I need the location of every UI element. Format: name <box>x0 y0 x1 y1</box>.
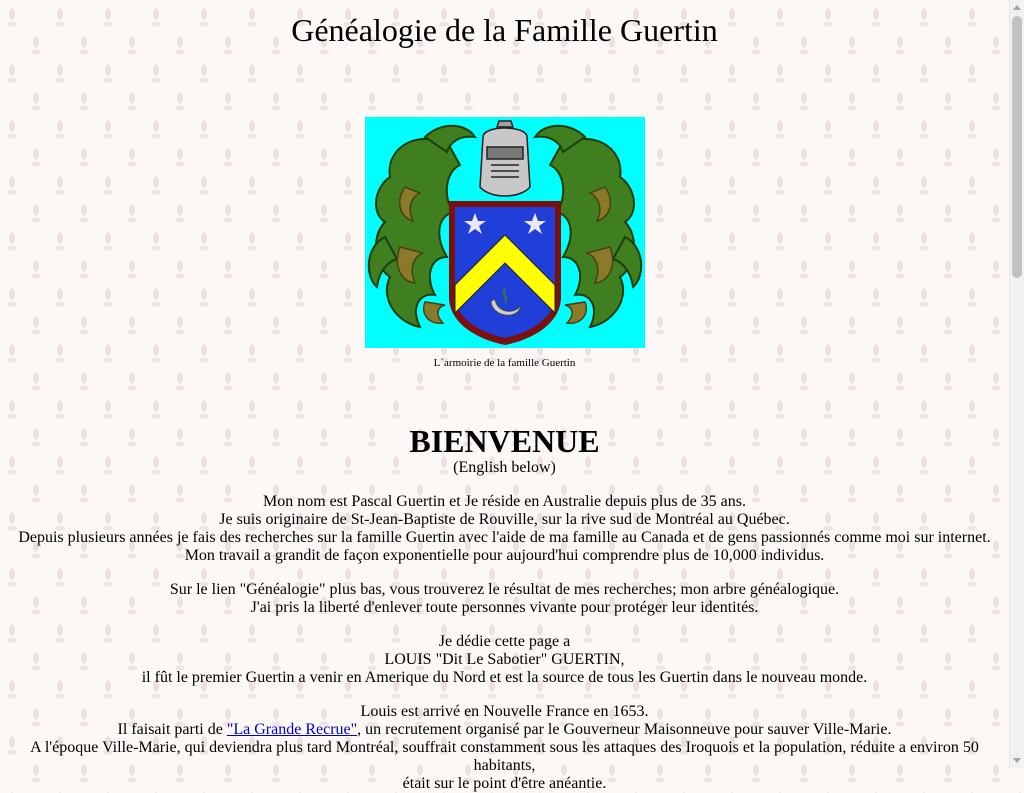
intro-paragraph <box>0 493 1009 565</box>
crest-caption: L`armoirie de la famille Guertin <box>433 357 576 369</box>
genealogy-line: J'ai pris la liberté d'enlever toute personnes vivante pour protéger leur identités. <box>250 599 759 616</box>
history-text: Il faisait parti de <box>117 721 227 738</box>
dedication-line: LOUIS "Dit Le Sabotier" GUERTIN, <box>384 651 625 668</box>
welcome-heading: BIENVENUE <box>409 423 600 459</box>
dedication-paragraph <box>0 633 1009 687</box>
dedication-line: il fût le premier Guertin a venir en Amerique du Nord et est la source de tous les Guertin dans le nouveau monde. <box>141 669 868 686</box>
intro-line: Mon nom est Pascal Guertin et Je réside en Australie depuis plus de 35 ans. <box>262 493 746 510</box>
history-line: A l'époque Ville-Marie, qui deviendra plus tard Montréal, souffrait constamment sous les attaques des Iroquois et la population, réduite a environ 50 habitants, <box>30 739 979 774</box>
genealogy-line: Sur le lien "Généalogie" plus bas, vous trouverez le résultat de mes recherches; mon arbre généalogique. <box>169 581 840 598</box>
history-line-with-link <box>0 721 1009 739</box>
intro-line: Mon travail a grandit de façon exponentielle pour aujourd'hui comprendre plus de 10,000 individus. <box>184 547 825 564</box>
la-grande-recrue-link[interactable]: "La Grande Recrue" <box>226 721 358 738</box>
coat-of-arms-image <box>365 117 645 348</box>
history-text: , un recrutement organisé par le Gouverneur Maisonneuve pour sauver Ville-Marie. <box>357 721 892 738</box>
history-paragraph <box>0 703 1009 793</box>
scroll-thumb[interactable] <box>1012 16 1022 278</box>
crest-container <box>0 117 1009 348</box>
english-below-note: (English below) <box>453 459 556 476</box>
vertical-scrollbar[interactable] <box>1009 0 1024 768</box>
history-line: était sur le point d'être anéantie. <box>402 775 607 792</box>
intro-line: Depuis plusieurs années je fais des recherches sur la famille Guertin avec l'aide de ma famille au Canada et de gens passionnés comme moi sur internet. <box>18 529 991 546</box>
history-line: Louis est arrivé en Nouvelle France en 1653. <box>360 703 649 720</box>
genealogy-paragraph <box>0 581 1009 617</box>
page-title: Généalogie de la Famille Guertin <box>291 12 718 48</box>
intro-line: Je suis originaire de St-Jean-Baptiste de Rouville, sur la rive sud de Montréal au Québec. <box>219 511 790 528</box>
scroll-up-arrow-icon[interactable] <box>1013 5 1021 10</box>
dedication-line: Je dédie cette page a <box>438 633 571 650</box>
scroll-down-arrow-icon[interactable] <box>1013 758 1021 763</box>
